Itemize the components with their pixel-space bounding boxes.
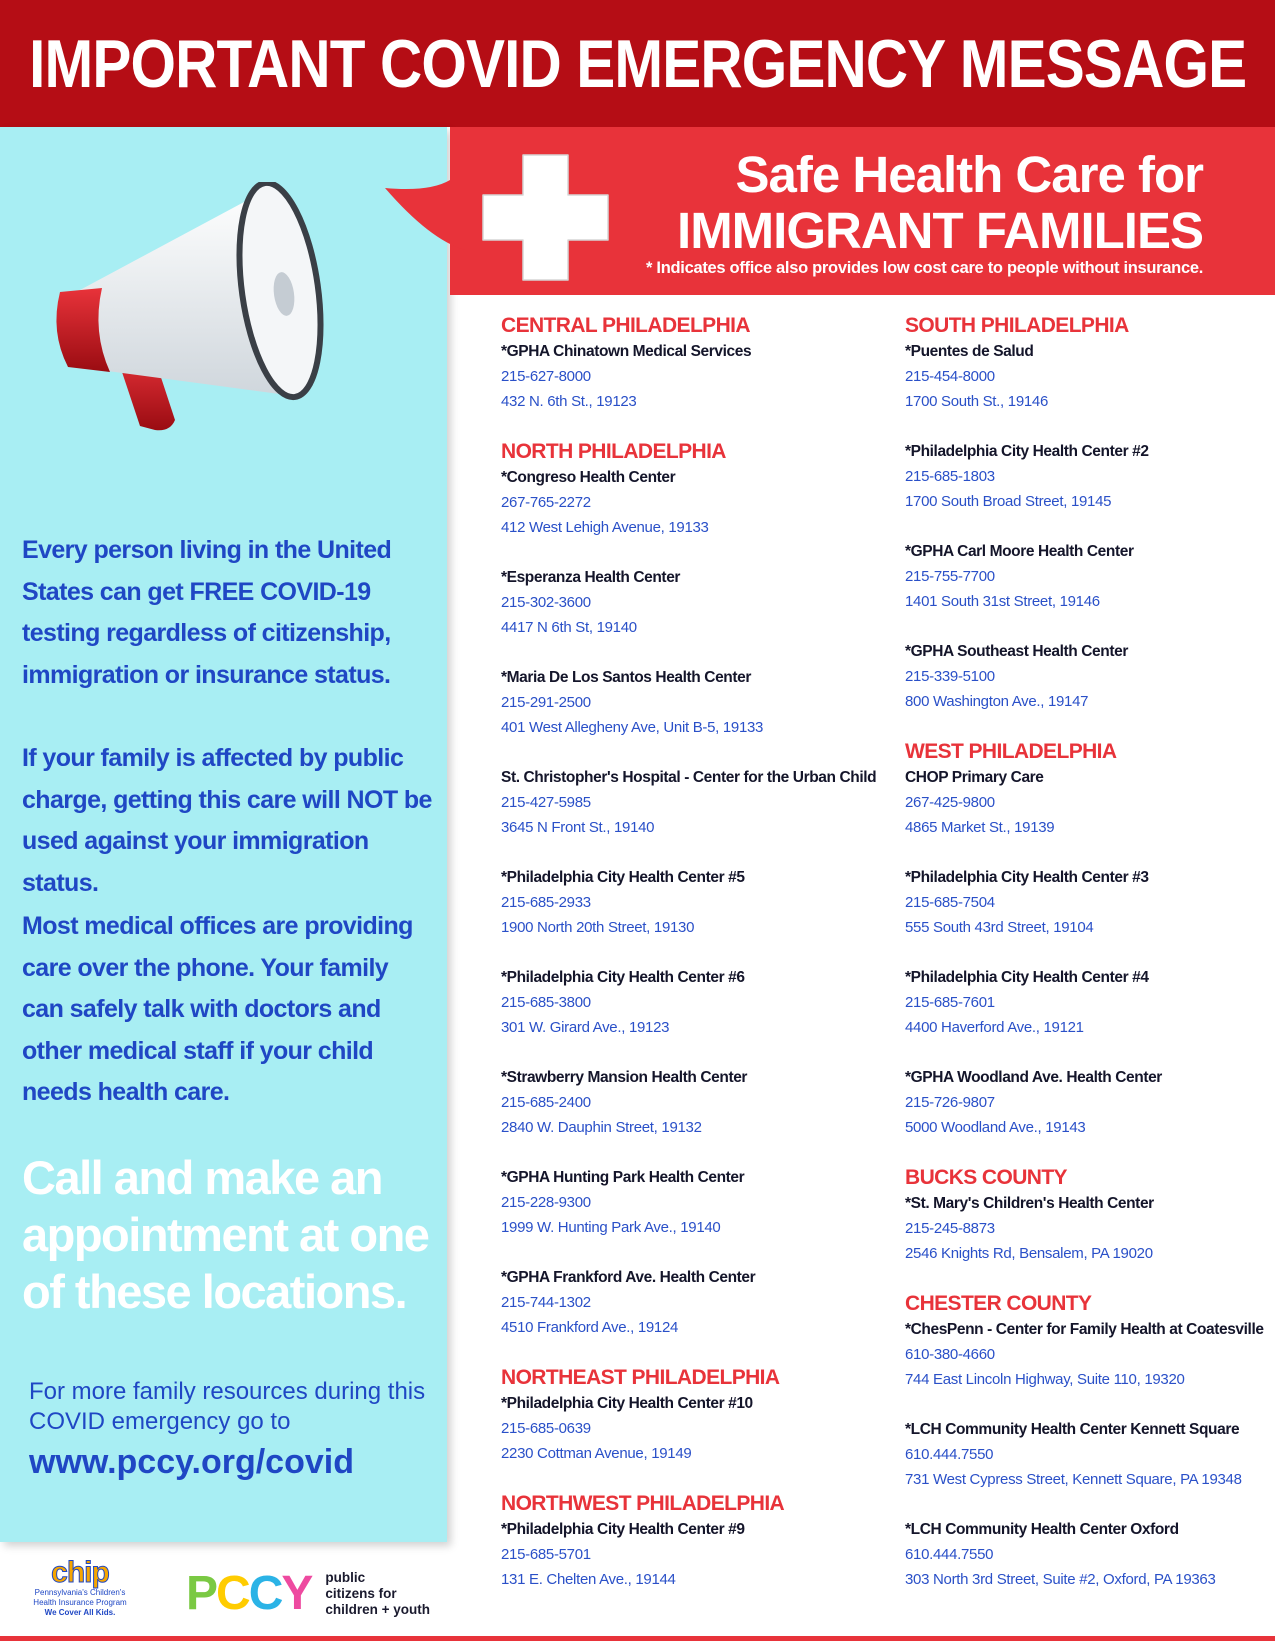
clinic-name: *GPHA Hunting Park Health Center bbox=[501, 1169, 745, 1186]
clinic-address: 2230 Cottman Avenue, 19149 bbox=[501, 1445, 692, 1462]
banner-title: IMPORTANT COVID EMERGENCY MESSAGE bbox=[28, 25, 1247, 102]
clinic-name: *Esperanza Health Center bbox=[501, 569, 681, 586]
clinic-name: *Philadelphia City Health Center #9 bbox=[501, 1521, 745, 1538]
clinic-address: 1900 North 20th Street, 19130 bbox=[501, 919, 695, 936]
clinic-phone[interactable]: 267-425-9800 bbox=[905, 794, 995, 811]
clinic-entry bbox=[501, 465, 901, 540]
chip-caption-1: Pennsylvania's Children's bbox=[34, 1588, 126, 1597]
pccy-name bbox=[325, 1570, 430, 1618]
clinic-address: 1700 South St., 19146 bbox=[905, 393, 1048, 410]
clinic-entry bbox=[501, 865, 901, 940]
clinic-phone[interactable]: 215-427-5985 bbox=[501, 794, 591, 811]
clinic-entry bbox=[501, 1517, 901, 1592]
clinic-name: *LCH Community Health Center Kennett Square bbox=[905, 1421, 1240, 1438]
clinic-entry bbox=[501, 965, 901, 1040]
section-heading: WEST PHILADELPHIA bbox=[905, 740, 1117, 763]
footer-rule bbox=[0, 1636, 1275, 1641]
section-heading: NORTHWEST PHILADELPHIA bbox=[501, 1492, 785, 1515]
clinic-entry bbox=[905, 1517, 1275, 1592]
speech-tail bbox=[385, 180, 465, 250]
clinic-phone[interactable]: 610-380-4660 bbox=[905, 1346, 995, 1363]
section-heading: CHESTER COUNTY bbox=[905, 1292, 1092, 1315]
clinic-phone[interactable]: 215-228-9300 bbox=[501, 1194, 591, 1211]
clinic-entry bbox=[501, 1065, 901, 1140]
clinic-address: 1700 South Broad Street, 19145 bbox=[905, 493, 1112, 510]
header-title-line-2: IMMIGRANT FAMILIES bbox=[677, 202, 1203, 259]
clinic-name: St. Christopher's Hospital - Center for the Urban Child bbox=[501, 769, 877, 786]
header-title bbox=[677, 147, 1203, 259]
clinic-phone[interactable]: 215-291-2500 bbox=[501, 694, 591, 711]
clinic-entry bbox=[905, 439, 1275, 514]
clinic-name: *Philadelphia City Health Center #6 bbox=[501, 969, 745, 986]
chip-logo bbox=[25, 1558, 135, 1624]
clinic-phone[interactable]: 215-685-3800 bbox=[501, 994, 591, 1011]
clinic-phone[interactable]: 215-302-3600 bbox=[501, 594, 591, 611]
section-south bbox=[905, 339, 1275, 714]
clinic-address: 2546 Knights Rd, Bensalem, PA 19020 bbox=[905, 1245, 1153, 1262]
clinic-entry bbox=[905, 539, 1275, 614]
clinic-entry bbox=[905, 765, 1275, 840]
chip-caption-2: Health Insurance Program bbox=[33, 1598, 127, 1607]
clinic-address: 4400 Haverford Ave., 19121 bbox=[905, 1019, 1084, 1036]
info-free-testing: Every person living in the United States can get FREE COVID-19 testing regardless of citizenship, immigration or insurance status. bbox=[22, 536, 392, 689]
top-banner bbox=[0, 0, 1275, 127]
chip-caption-3: We Cover All Kids. bbox=[44, 1608, 116, 1617]
section-chester bbox=[905, 1317, 1275, 1592]
pccy-letters bbox=[186, 1567, 312, 1620]
clinic-name: *Strawberry Mansion Health Center bbox=[501, 1069, 748, 1086]
clinic-entry bbox=[501, 665, 901, 740]
section-north bbox=[501, 465, 901, 1340]
clinic-address: 432 N. 6th St., 19123 bbox=[501, 393, 637, 410]
clinic-address: 1999 W. Hunting Park Ave., 19140 bbox=[501, 1219, 721, 1236]
info-public-charge: If your family is affected by public charge, getting this care will NOT be used against your immigration status. bbox=[22, 744, 432, 897]
section-west bbox=[905, 765, 1275, 1140]
clinic-address: 131 E. Chelten Ave., 19144 bbox=[501, 1571, 676, 1588]
clinic-address: 3645 N Front St., 19140 bbox=[501, 819, 655, 836]
clinic-entry bbox=[905, 339, 1275, 414]
clinic-name: *GPHA Frankford Ave. Health Center bbox=[501, 1269, 756, 1286]
clinic-address: 1401 South 31st Street, 19146 bbox=[905, 593, 1100, 610]
clinic-phone[interactable]: 215-454-8000 bbox=[905, 368, 995, 385]
info-phone-care: Most medical offices are providing care over the phone. Your family can safely talk with doctors and other medical staff if your child needs health care. bbox=[22, 912, 413, 1106]
clinic-name: *St. Mary's Children's Health Center bbox=[905, 1195, 1154, 1212]
clinic-phone[interactable]: 215-627-8000 bbox=[501, 368, 591, 385]
clinic-address: 4510 Frankford Ave., 19124 bbox=[501, 1319, 679, 1336]
pccy-letter-c1: C bbox=[216, 1567, 249, 1620]
clinic-address: 2840 W. Dauphin Street, 19132 bbox=[501, 1119, 702, 1136]
clinic-name: *Philadelphia City Health Center #4 bbox=[905, 969, 1149, 986]
clinic-entry bbox=[501, 1265, 901, 1340]
resources-link[interactable]: www.pccy.org/covid bbox=[29, 1443, 354, 1481]
section-heading: SOUTH PHILADELPHIA bbox=[905, 314, 1129, 337]
clinic-name: *Maria De Los Santos Health Center bbox=[501, 669, 751, 686]
clinic-entry bbox=[905, 1317, 1275, 1392]
clinic-address: 401 West Allegheny Ave, Unit B-5, 19133 bbox=[501, 719, 764, 736]
clinic-phone[interactable]: 215-685-7504 bbox=[905, 894, 995, 911]
section-heading: NORTHEAST PHILADELPHIA bbox=[501, 1366, 780, 1389]
section-heading: BUCKS COUNTY bbox=[905, 1166, 1067, 1189]
pccy-line-3: children + youth bbox=[325, 1602, 431, 1617]
clinic-address: 555 South 43rd Street, 19104 bbox=[905, 919, 1094, 936]
clinic-entry bbox=[905, 865, 1275, 940]
insurance-note: * Indicates office also provides low cost care to people without insurance. bbox=[646, 259, 1203, 277]
clinic-entry bbox=[905, 1417, 1275, 1492]
clinic-name: *Congreso Health Center bbox=[501, 469, 676, 486]
clinic-phone[interactable]: 215-744-1302 bbox=[501, 1294, 591, 1311]
section-northwest bbox=[501, 1517, 901, 1592]
medical-cross-icon bbox=[478, 150, 613, 285]
clinic-entry bbox=[905, 639, 1275, 714]
clinic-phone[interactable]: 215-339-5100 bbox=[905, 668, 995, 685]
clinic-name: *Philadelphia City Health Center #3 bbox=[905, 869, 1149, 886]
megaphone-icon bbox=[40, 182, 350, 452]
clinic-name: *GPHA Southeast Health Center bbox=[905, 643, 1128, 660]
clinic-address: 4417 N 6th St, 19140 bbox=[501, 619, 637, 636]
clinic-phone[interactable]: 610.444.7550 bbox=[905, 1546, 994, 1563]
clinic-phone[interactable]: 215-685-7601 bbox=[905, 994, 995, 1011]
header-title-line-1: Safe Health Care for bbox=[735, 146, 1203, 203]
clinic-phone[interactable]: 610.444.7550 bbox=[905, 1446, 994, 1463]
section-northeast bbox=[501, 1391, 901, 1466]
clinic-entry bbox=[501, 1391, 901, 1466]
clinic-name: *GPHA Woodland Ave. Health Center bbox=[905, 1069, 1162, 1086]
clinic-name: *GPHA Carl Moore Health Center bbox=[905, 543, 1134, 560]
clinic-entry bbox=[501, 565, 901, 640]
clinic-address: 5000 Woodland Ave., 19143 bbox=[905, 1119, 1086, 1136]
pccy-letter-p: P bbox=[186, 1567, 217, 1620]
resources-text: For more family resources during this COVID emergency go to bbox=[29, 1378, 426, 1435]
clinic-name: *Puentes de Salud bbox=[905, 343, 1034, 360]
clinic-address: 800 Washington Ave., 19147 bbox=[905, 693, 1089, 710]
clinic-address: 303 North 3rd Street, Suite #2, Oxford, PA 19363 bbox=[905, 1571, 1216, 1588]
pccy-line-2: citizens for bbox=[325, 1586, 397, 1601]
clinic-phone[interactable]: 267-765-2272 bbox=[501, 494, 591, 511]
pccy-letter-y: Y bbox=[281, 1567, 312, 1620]
clinic-entry bbox=[501, 1165, 901, 1240]
clinic-phone[interactable]: 215-685-2400 bbox=[501, 1094, 591, 1111]
clinic-address: 744 East Lincoln Highway, Suite 110, 19320 bbox=[905, 1371, 1185, 1388]
clinic-name: *ChesPenn - Center for Family Health at Coatesville bbox=[905, 1321, 1264, 1338]
clinic-name: *Philadelphia City Health Center #2 bbox=[905, 443, 1149, 460]
clinic-phone[interactable]: 215-685-1803 bbox=[905, 468, 995, 485]
clinic-phone[interactable]: 215-685-2933 bbox=[501, 894, 591, 911]
clinic-name: *LCH Community Health Center Oxford bbox=[905, 1521, 1179, 1538]
clinic-phone[interactable]: 215-685-0639 bbox=[501, 1420, 591, 1437]
clinic-name: *GPHA Chinatown Medical Services bbox=[501, 343, 752, 360]
directory-column-left bbox=[501, 313, 901, 1617]
clinic-address: 412 West Lehigh Avenue, 19133 bbox=[501, 519, 709, 536]
clinic-entry bbox=[905, 965, 1275, 1040]
clinic-name: *Philadelphia City Health Center #5 bbox=[501, 869, 745, 886]
clinic-phone[interactable]: 215-726-9807 bbox=[905, 1094, 995, 1111]
section-heading: NORTH PHILADELPHIA bbox=[501, 440, 726, 463]
section-bucks bbox=[905, 1191, 1275, 1266]
clinic-entry bbox=[905, 1191, 1275, 1266]
call-to-action: Call and make an appointment at one of these locations. bbox=[22, 1151, 429, 1318]
clinic-phone[interactable]: 215-685-5701 bbox=[501, 1546, 591, 1563]
chip-logo-word: chip bbox=[51, 1556, 109, 1589]
clinic-entry bbox=[905, 1065, 1275, 1140]
section-heading: CENTRAL PHILADELPHIA bbox=[501, 314, 750, 337]
pccy-logo bbox=[186, 1567, 431, 1620]
clinic-phone[interactable]: 215-755-7700 bbox=[905, 568, 995, 585]
section-central bbox=[501, 339, 901, 414]
pccy-line-1: public bbox=[325, 1570, 366, 1585]
clinic-address: 301 W. Girard Ave., 19123 bbox=[501, 1019, 670, 1036]
clinic-name: *Philadelphia City Health Center #10 bbox=[501, 1395, 753, 1412]
clinic-address: 4865 Market St., 19139 bbox=[905, 819, 1055, 836]
directory-column-right bbox=[905, 313, 1275, 1617]
left-panel bbox=[0, 127, 447, 1542]
clinic-entry bbox=[501, 339, 901, 414]
clinic-phone[interactable]: 215-245-8873 bbox=[905, 1220, 995, 1237]
clinic-address: 731 West Cypress Street, Kennett Square, PA 19348 bbox=[905, 1471, 1242, 1488]
pccy-letter-c2: C bbox=[248, 1567, 282, 1620]
clinic-entry bbox=[501, 765, 901, 840]
clinic-name: CHOP Primary Care bbox=[905, 769, 1044, 786]
